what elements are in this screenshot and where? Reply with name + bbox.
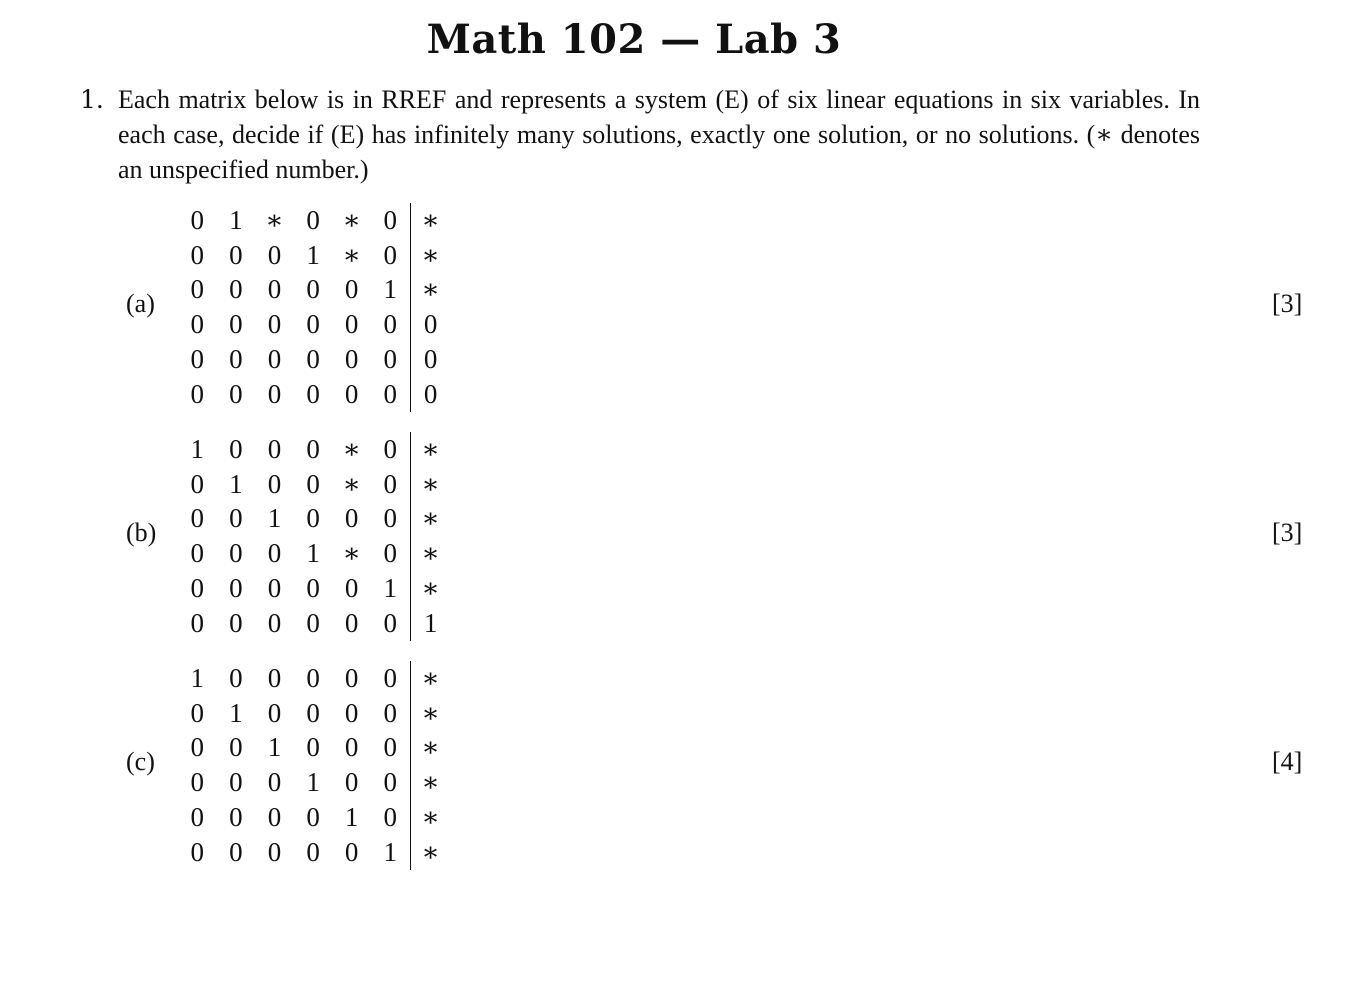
matrix-entry: 0 xyxy=(190,697,205,728)
matrix-entry: 0 xyxy=(306,468,320,499)
matrix-entry: 0 xyxy=(306,697,320,728)
matrix-entry: 0 xyxy=(306,607,320,638)
part-c xyxy=(0,661,1356,871)
matrix-entry: 0 xyxy=(306,802,320,833)
augmented-entry: 0 xyxy=(410,342,451,377)
matrix-entry: 0 xyxy=(344,767,359,798)
matrix-entry: 0 xyxy=(383,662,398,693)
matrix-entry: 1 xyxy=(383,274,398,305)
matrix-entry: 0 xyxy=(383,344,398,375)
matrix-row xyxy=(178,606,451,641)
matrix-entry: 0 xyxy=(383,468,398,499)
matrix-entry: 0 xyxy=(190,573,205,604)
matrix-entry: 0 xyxy=(229,344,243,375)
augmented-entry: ∗ xyxy=(410,536,451,571)
matrix-entry: 0 xyxy=(344,573,359,604)
matrix-entry: 0 xyxy=(267,274,282,305)
matrix-entry: ∗ xyxy=(342,468,361,499)
matrix-entry: 0 xyxy=(383,378,398,409)
matrix-entry: 0 xyxy=(344,697,359,728)
matrix-entry: 0 xyxy=(383,503,398,534)
marks-value: [4] xyxy=(1272,747,1303,776)
matrix-entry: 1 xyxy=(306,767,320,798)
matrix-entry: 0 xyxy=(190,607,205,638)
part-label: (a) xyxy=(126,289,155,318)
part-label: (b) xyxy=(126,518,157,547)
matrix-entry: 0 xyxy=(229,767,243,798)
matrix-entry: 0 xyxy=(267,538,282,569)
augmented-entry: 1 xyxy=(410,606,451,641)
matrix-entry: 1 xyxy=(267,732,282,763)
matrix-entry: 1 xyxy=(229,204,243,235)
matrix-entry: 0 xyxy=(344,274,359,305)
matrix-entry: 0 xyxy=(306,662,320,693)
matrix-entry: 0 xyxy=(383,697,398,728)
matrix-entry: 0 xyxy=(267,697,282,728)
matrix-row xyxy=(178,502,451,537)
part-a xyxy=(0,203,1356,413)
augmented-entry: ∗ xyxy=(410,238,451,273)
matrix-entry: 0 xyxy=(306,344,320,375)
matrix-row xyxy=(178,203,451,238)
matrix-entry: ∗ xyxy=(342,204,361,235)
matrix-entry: 0 xyxy=(383,239,398,270)
matrix-row xyxy=(178,835,451,870)
matrix-entry: 1 xyxy=(267,503,282,534)
matrix-entry: 0 xyxy=(383,204,398,235)
matrix-entry: 0 xyxy=(306,573,320,604)
matrix-entry: 0 xyxy=(229,573,243,604)
matrix-entry: 0 xyxy=(190,378,205,409)
matrix-entry: 0 xyxy=(190,836,205,867)
matrix-entry: 0 xyxy=(190,503,205,534)
matrix-entry: 0 xyxy=(344,836,359,867)
matrix-entry: 1 xyxy=(229,468,243,499)
matrix-entry: 1 xyxy=(190,662,205,693)
matrix-entry: 0 xyxy=(306,204,320,235)
matrix-entry: 0 xyxy=(229,309,243,340)
augmented-entry: ∗ xyxy=(410,835,451,870)
part-label: (c) xyxy=(126,747,155,776)
matrix-entry: 0 xyxy=(267,433,282,464)
matrix-entry: 0 xyxy=(229,836,243,867)
matrix-row xyxy=(178,696,451,731)
augmented-entry: ∗ xyxy=(410,432,451,467)
matrix-entry: 1 xyxy=(344,802,359,833)
matrix-entry: 0 xyxy=(190,274,205,305)
matrix-entry: 0 xyxy=(190,802,205,833)
page-title: Math 102 — Lab 3 xyxy=(426,16,842,63)
matrix-entry: ∗ xyxy=(342,433,361,464)
matrix-entry: 0 xyxy=(306,732,320,763)
matrix-row xyxy=(178,432,451,467)
matrix-entry: 0 xyxy=(383,433,398,464)
problem-statement: Each matrix below is in RREF and represents a system (E) of six linear equations in six variables. In each case, decide if (E) has infinitely many solutions, exactly one solution, or no solutions. (∗ denotes an unspecified number.) xyxy=(118,85,1200,184)
augmented-entry: 0 xyxy=(410,307,451,342)
matrix-entry: 0 xyxy=(267,468,282,499)
matrix-row xyxy=(178,377,451,412)
matrix-entry: 0 xyxy=(229,274,243,305)
augmented-entry: ∗ xyxy=(410,467,451,502)
matrix-entry: 0 xyxy=(267,662,282,693)
augmented-entry: ∗ xyxy=(410,731,451,766)
matrix-entry: 0 xyxy=(190,344,205,375)
matrix-entry: 0 xyxy=(306,274,320,305)
augmented-entry: ∗ xyxy=(410,765,451,800)
matrix-row xyxy=(178,536,451,571)
matrix-entry: 0 xyxy=(229,607,243,638)
augmented-entry: ∗ xyxy=(410,502,451,537)
marks-value: [3] xyxy=(1272,518,1303,547)
matrix-row xyxy=(178,307,451,342)
augmented-entry: ∗ xyxy=(410,203,451,238)
matrix-entry: 0 xyxy=(344,503,359,534)
matrix-entry: 0 xyxy=(229,503,243,534)
matrix-row xyxy=(178,800,451,835)
matrix-entry: ∗ xyxy=(265,204,284,235)
problem-number: 1. xyxy=(80,85,104,114)
matrix-row xyxy=(178,273,451,308)
matrix-row xyxy=(178,571,451,606)
augmented-entry: ∗ xyxy=(410,661,451,696)
matrix-entry: 0 xyxy=(190,767,205,798)
matrix-entry: 0 xyxy=(267,836,282,867)
matrix-row xyxy=(178,238,451,273)
matrix-entry: 0 xyxy=(383,309,398,340)
matrix-entry: 0 xyxy=(229,662,243,693)
matrix-entry: 1 xyxy=(229,697,243,728)
augmented-entry: ∗ xyxy=(410,696,451,731)
marks-value: [3] xyxy=(1272,289,1303,318)
matrix-entry: ∗ xyxy=(342,239,361,270)
matrix-entry: 0 xyxy=(383,538,398,569)
matrix-row xyxy=(178,765,451,800)
augmented-entry: ∗ xyxy=(410,571,451,606)
matrix-entry: 0 xyxy=(344,309,359,340)
augmented-matrix xyxy=(178,661,451,870)
matrix-entry: 0 xyxy=(190,239,205,270)
matrix-entry: 0 xyxy=(383,767,398,798)
matrix-entry: 1 xyxy=(306,239,320,270)
matrix-row xyxy=(178,467,451,502)
matrix-row xyxy=(178,731,451,766)
matrix-entry: 0 xyxy=(229,433,243,464)
matrix-entry: 0 xyxy=(267,767,282,798)
part-b xyxy=(0,432,1356,642)
matrix-entry: 0 xyxy=(344,607,359,638)
matrix-entry: 0 xyxy=(383,732,398,763)
augmented-entry: ∗ xyxy=(410,273,451,308)
matrix-entry: 0 xyxy=(190,468,205,499)
matrix-entry: 1 xyxy=(383,573,398,604)
matrix-entry: 0 xyxy=(229,538,243,569)
matrix-entry: 0 xyxy=(306,309,320,340)
augmented-matrix xyxy=(178,203,451,412)
matrix-entry: 0 xyxy=(344,662,359,693)
matrix-row xyxy=(178,342,451,377)
matrix-entry: ∗ xyxy=(342,538,361,569)
matrix-entry: 0 xyxy=(190,732,205,763)
matrix-entry: 0 xyxy=(344,378,359,409)
matrix-entry: 0 xyxy=(344,732,359,763)
matrix-entry: 0 xyxy=(229,239,243,270)
matrix-entry: 0 xyxy=(306,503,320,534)
matrix-entry: 1 xyxy=(190,433,205,464)
augmented-matrix xyxy=(178,432,451,641)
augmented-entry: ∗ xyxy=(410,800,451,835)
matrix-entry: 0 xyxy=(267,802,282,833)
matrix-entry: 1 xyxy=(306,538,320,569)
matrix-entry: 0 xyxy=(229,378,243,409)
matrix-entry: 0 xyxy=(383,802,398,833)
matrix-entry: 0 xyxy=(267,378,282,409)
problem-1 xyxy=(80,82,1200,187)
matrix-entry: 0 xyxy=(306,378,320,409)
matrix-entry: 1 xyxy=(383,836,398,867)
matrix-entry: 0 xyxy=(190,204,205,235)
matrix-entry: 0 xyxy=(267,573,282,604)
matrix-entry: 0 xyxy=(306,433,320,464)
augmented-entry: 0 xyxy=(410,377,451,412)
matrix-entry: 0 xyxy=(267,344,282,375)
matrix-entry: 0 xyxy=(190,309,205,340)
matrix-entry: 0 xyxy=(229,732,243,763)
matrix-entry: 0 xyxy=(229,802,243,833)
matrix-entry: 0 xyxy=(267,239,282,270)
matrix-entry: 0 xyxy=(344,344,359,375)
matrix-entry: 0 xyxy=(267,607,282,638)
matrix-entry: 0 xyxy=(383,607,398,638)
matrix-entry: 0 xyxy=(267,309,282,340)
matrix-entry: 0 xyxy=(190,538,205,569)
matrix-entry: 0 xyxy=(306,836,320,867)
matrix-row xyxy=(178,661,451,696)
